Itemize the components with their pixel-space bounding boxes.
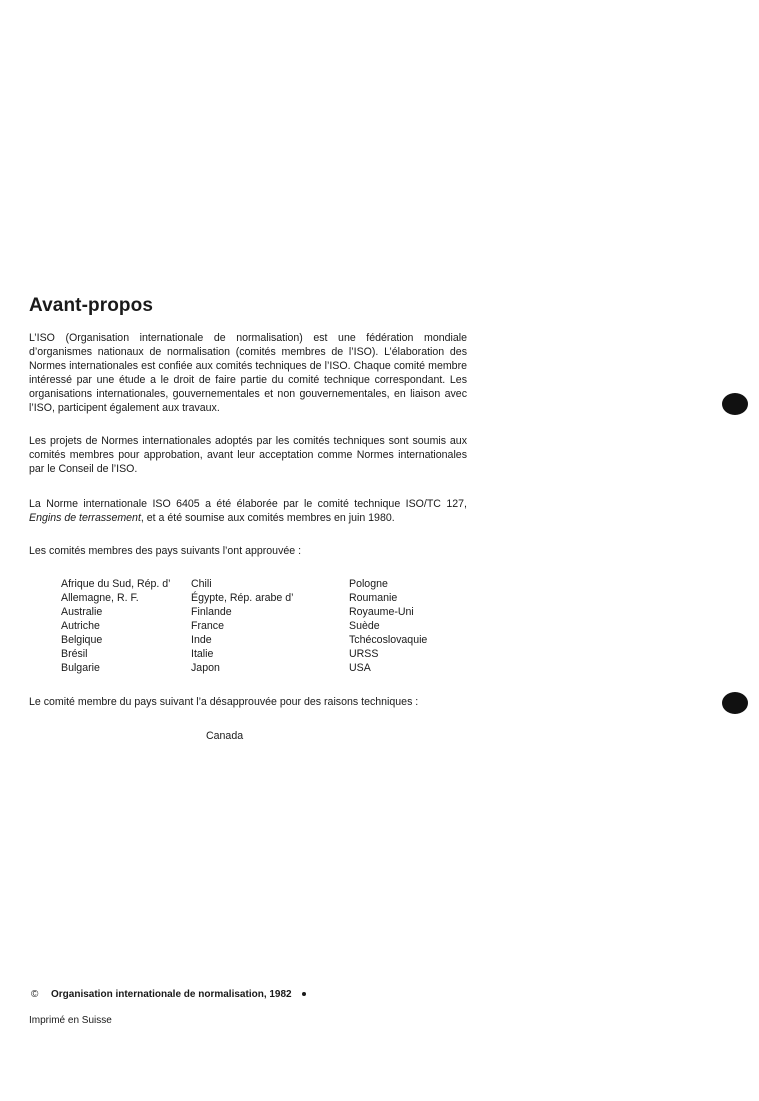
list-item: USA bbox=[349, 662, 371, 674]
revision-mark-icon bbox=[722, 692, 748, 714]
committee-title: Engins de terrassement bbox=[29, 512, 141, 524]
list-item: Chili bbox=[191, 578, 212, 590]
foreword-paragraph-drafts: Les projets de Normes internationales adoptés par les comités techniques sont soumis aux comités membres pour approbation, avant leur acceptation comme Normes internationales par le Conseil de l’ISO. bbox=[29, 435, 467, 475]
standard-text-end: , et a été soumise aux comités membres en juin 1980. bbox=[140, 512, 395, 524]
disapproving-country: Canada bbox=[206, 730, 244, 742]
foreword-paragraph-iso: L’ISO (Organisation internationale de normalisation) est une fédération mondiale d’organismes nationaux de normalisation (comités membres de l’ISO). L’élaboration des Normes internationales est confiée aux comités techniques de l’ISO. Chaque comité membre intéressé par une étude a le droit de faire partie du comité technique correspondant. Les organisations internationales, gouvernementales et non gouvernementales, en liaison avec l’ISO, participent également aux travaux. bbox=[29, 332, 467, 414]
approval-intro: Les comités membres des pays suivants l’ont approuvée : bbox=[29, 545, 302, 557]
list-item: Inde bbox=[191, 634, 212, 646]
list-item: Pologne bbox=[349, 578, 388, 590]
printed-in: Imprimé en Suisse bbox=[29, 1015, 112, 1026]
countries-column-1 bbox=[61, 577, 171, 675]
list-item: Italie bbox=[191, 648, 214, 660]
foreword-paragraph-standard bbox=[29, 497, 467, 525]
list-item: Afrique du Sud, Rép. d’ bbox=[61, 578, 171, 590]
list-item: Finlande bbox=[191, 606, 232, 618]
list-item: Allemagne, R. F. bbox=[61, 592, 139, 604]
list-item: France bbox=[191, 620, 224, 632]
page-title: Avant-propos bbox=[29, 295, 153, 316]
list-item: URSS bbox=[349, 648, 379, 660]
list-item: Égypte, Rép. arabe d’ bbox=[191, 592, 294, 604]
list-item: Japon bbox=[191, 662, 220, 674]
list-item: Roumanie bbox=[349, 592, 398, 604]
list-item: Suède bbox=[349, 620, 380, 632]
list-item: Brésil bbox=[61, 648, 88, 660]
list-item: Australie bbox=[61, 606, 103, 618]
list-item: Belgique bbox=[61, 634, 103, 646]
list-item: Autriche bbox=[61, 620, 100, 632]
copyright-line bbox=[31, 989, 306, 1000]
disapproval-intro: Le comité membre du pays suivant l’a désapprouvée pour des raisons techniques : bbox=[29, 696, 419, 708]
countries-column-3 bbox=[349, 577, 427, 675]
list-item: Bulgarie bbox=[61, 662, 100, 674]
standard-text-start: La Norme internationale ISO 6405 a été élaborée par le comité technique ISO/TC 127, bbox=[29, 498, 467, 510]
copyright-organization: Organisation internationale de normalisation, 1982 bbox=[51, 989, 292, 1000]
countries-column-2 bbox=[191, 577, 293, 675]
bullet-icon bbox=[302, 992, 306, 996]
list-item: Tchécoslovaquie bbox=[349, 634, 428, 646]
list-item: Royaume-Uni bbox=[349, 606, 414, 618]
revision-mark-icon bbox=[722, 393, 748, 415]
copyright-icon: © bbox=[31, 989, 39, 1000]
